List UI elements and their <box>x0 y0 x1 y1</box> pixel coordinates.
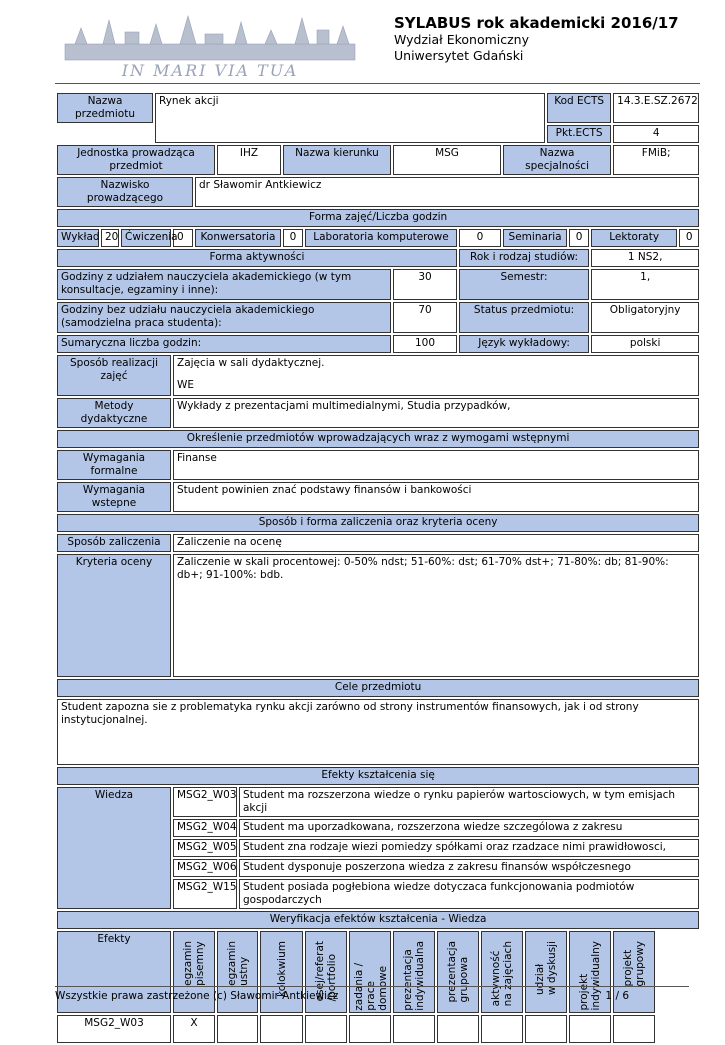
specialization-value: FMiB; <box>613 145 699 175</box>
field-label: Nazwa kierunku <box>283 145 391 175</box>
study-year-value: 1 NS2, <box>591 249 699 267</box>
prereq-section-title: Określenie przedmiotów wprowadzających wraz z wymogami wstępnymi <box>57 430 699 448</box>
outcomes-section-title: Efekty kształcenia się <box>57 767 699 785</box>
ects-code-label: Kod ECTS <box>547 93 611 123</box>
language-label: Język wykładowy: <box>459 335 589 353</box>
footer-rights: Wszystkie prawa zastrzeżone (c) Sławomir Antkiewicz <box>55 990 339 1002</box>
field-value: MSG <box>393 145 501 175</box>
computer-lab-label: Laboratoria komputerowe <box>305 229 457 247</box>
method-header: prezentacja indywidualna <box>393 931 435 1013</box>
method-header: zadania / prace domowe <box>349 931 391 1013</box>
goals-text: Student zapozna sie z problematyka rynku akcji zarówno od strony instrumentów finansowych, jak i od strony instytucjonalnej. <box>57 699 699 765</box>
outcome-code: MSG2_W05 <box>173 839 237 857</box>
language-course-label: Lektoraty <box>591 229 677 247</box>
outcome-code: MSG2_W04 <box>173 819 237 837</box>
lecture-hours: 20 <box>101 229 119 247</box>
page-footer <box>55 990 689 1002</box>
methods-label: Metody dydaktyczne <box>57 398 171 428</box>
verification-mark <box>217 1015 258 1043</box>
assessment-method-label: Sposób zaliczenia <box>57 534 171 552</box>
specialization-label: Nazwa specjalności <box>503 145 611 175</box>
verification-row-code: MSG2_W03 <box>57 1015 171 1043</box>
outcome-text: Student dysponuje poszerzona wiedza z zakresu finansów współczesnego <box>239 859 699 877</box>
formal-requirements-label: Wymagania formalne <box>57 450 171 480</box>
method-header: aktywność na zajęciach <box>481 931 523 1013</box>
realization-line-2: WE <box>177 379 195 391</box>
empty-cell <box>57 125 153 143</box>
verification-mark <box>305 1015 347 1043</box>
language-value: polski <box>591 335 699 353</box>
conversatorium-label: Konwersatoria <box>195 229 281 247</box>
criteria-value: Zaliczenie w skali procentowej: 0-50% ndst; 51-60%: dst; 61-70% dst+; 71-80%: db; 81-90%: db+; 91-100%: bdb. <box>173 554 699 677</box>
assessment-method-value: Zaliczenie na ocenę <box>173 534 699 552</box>
course-name-label: Nazwa przedmiotu <box>57 93 153 123</box>
method-header: kolokwium <box>260 931 303 1013</box>
computer-lab-hours: 0 <box>459 229 501 247</box>
outcome-code: MSG2_W03 <box>173 787 237 817</box>
university-logo <box>55 14 365 80</box>
entry-requirements-label: Wymagania wstepne <box>57 482 171 512</box>
verification-mark <box>525 1015 567 1043</box>
outcome-text: Student ma rozszerzona wiedze o rynku papierów wartosciowych, w tym emisjach akcji <box>239 787 699 817</box>
verification-mark <box>437 1015 479 1043</box>
syllabus-title: SYLABUS rok akademicki 2016/17 <box>394 14 679 32</box>
semester-label: Semestr: <box>459 269 589 300</box>
goals-section-title: Cele przedmiotu <box>57 679 699 697</box>
self-study-label: Godziny bez udziału nauczyciela akademickiego (samodzielna praca studenta): <box>57 302 391 333</box>
unit-value: IHZ <box>217 145 281 175</box>
method-header: udział w dyskusji <box>525 931 567 1013</box>
total-hours-label: Sumaryczna liczba godzin: <box>57 335 391 353</box>
syllabus-table <box>55 91 701 1045</box>
exercises-hours: 0 <box>173 229 193 247</box>
method-header: egzamin pisemny <box>173 931 215 1013</box>
faculty-name: Wydział Ekonomiczny <box>394 32 530 47</box>
forms-section-title: Forma zajęć/Liczba godzin <box>57 209 699 227</box>
study-year-label: Rok i rodzaj studiów: <box>459 249 589 267</box>
seminar-label: Seminaria <box>503 229 567 247</box>
criteria-label: Kryteria oceny <box>57 554 171 677</box>
contact-hours-label: Godziny z udziałem nauczyciela akademickiego (w tym konsultacje, egzaminy i inne): <box>57 269 391 300</box>
verification-mark <box>393 1015 435 1043</box>
self-study-value: 70 <box>393 302 457 333</box>
method-header: egzamin ustny <box>217 931 258 1013</box>
header-divider <box>55 83 700 84</box>
course-name: Rynek akcji <box>155 93 545 143</box>
ects-points-label: Pkt.ECTS <box>547 125 611 143</box>
conversatorium-hours: 0 <box>283 229 303 247</box>
page-number: 1 / 6 <box>605 990 629 1002</box>
lecturer-name: dr Sławomir Antkiewicz <box>195 177 699 207</box>
outcome-code: MSG2_W15 <box>173 879 237 909</box>
method-header: prezentacja grupowa <box>437 931 479 1013</box>
methods-value: Wykłady z prezentacjami multimedialnymi, Studia przypadków, <box>173 398 699 428</box>
unit-label: Jednostka prowadząca przedmiot <box>57 145 215 175</box>
logo-motto: IN MARI VIA TUA <box>121 61 299 80</box>
semester-value: 1, <box>591 269 699 300</box>
outcome-text: Student zna rodzaje wiezi pomiedzy spółkami oraz rzadzace nimi prawidłowosci, <box>239 839 699 857</box>
verification-mark <box>481 1015 523 1043</box>
outcome-text: Student posiada pogłebiona wiedze dotyczaca funkcjonowania podmiotów gospodarczych <box>239 879 699 909</box>
method-header: esej/referat /portfolio <box>305 931 347 1013</box>
outcome-text: Student ma uporzadkowana, rozszerzona wiedze szczególowa z zakresu <box>239 819 699 837</box>
outcome-code: MSG2_W06 <box>173 859 237 877</box>
method-header: projekt indywidualny <box>569 931 611 1013</box>
contact-hours-value: 30 <box>393 269 457 300</box>
lecturer-label: Nazwisko prowadzącego <box>57 177 193 207</box>
verification-mark <box>613 1015 655 1043</box>
outcomes-category: Wiedza <box>57 787 171 909</box>
verification-section-title: Weryfikacja efektów kształcenia - Wiedza <box>57 911 699 929</box>
activity-section-title: Forma aktywności <box>57 249 457 267</box>
course-status-value: Obligatoryjny <box>591 302 699 333</box>
method-header: projekt grupowy <box>613 931 655 1013</box>
effects-label: Efekty <box>57 931 171 1013</box>
realization-line-1: Zajęcia w sali dydaktycznej. <box>177 357 325 369</box>
ects-points: 4 <box>613 125 699 143</box>
course-status-label: Status przedmiotu: <box>459 302 589 333</box>
verification-mark <box>569 1015 611 1043</box>
ects-code: 14.3.E.SZ.2672 <box>613 93 699 123</box>
verification-mark: X <box>173 1015 215 1043</box>
entry-requirements-value: Student powinien znać podstawy finansów i bankowości <box>173 482 699 512</box>
footer-divider <box>55 986 689 987</box>
realization-value <box>173 355 699 396</box>
realization-label: Sposób realizacji zajęć <box>57 355 171 396</box>
lecture-label: Wykład <box>57 229 99 247</box>
formal-requirements-value: Finanse <box>173 450 699 480</box>
language-course-hours: 0 <box>679 229 699 247</box>
document-header <box>394 14 704 64</box>
total-hours-value: 100 <box>393 335 457 353</box>
verification-mark <box>260 1015 303 1043</box>
verification-mark <box>349 1015 391 1043</box>
assessment-section-title: Sposób i forma zaliczenia oraz kryteria oceny <box>57 514 699 532</box>
exercises-label: Ćwiczenia <box>121 229 171 247</box>
seminar-hours: 0 <box>569 229 589 247</box>
university-name: Uniwersytet Gdański <box>394 48 524 63</box>
